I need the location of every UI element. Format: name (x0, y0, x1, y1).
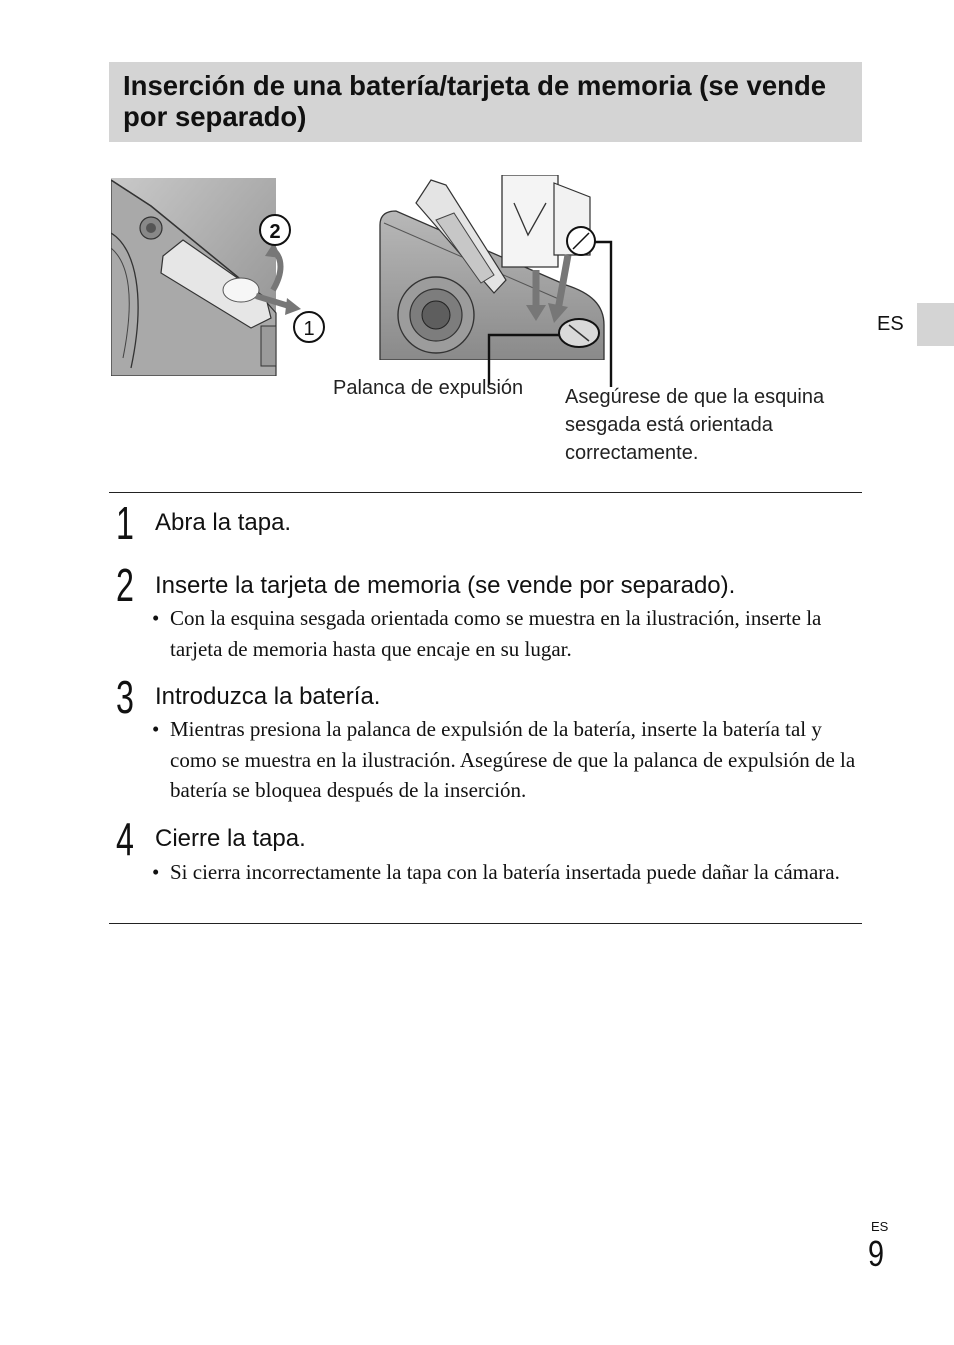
section-divider-bottom (109, 923, 862, 924)
step-number: 1 (116, 497, 134, 549)
callout-1: 1 (303, 318, 315, 340)
step-note-text: Mientras presiona la palanca de expulsión de la batería, inserte la batería tal y como se muestra en la ilustración. Asegúrese de que la palanca de expulsión de la batería se bloquea después de la inserción. (170, 717, 856, 802)
bullet-marker: • (152, 717, 160, 741)
step-heading: Introduzca la batería. (155, 683, 381, 710)
leader-lines (480, 240, 620, 390)
page-title: Inserción de una batería/tarjeta de memoria (se vende por separado) (123, 70, 827, 132)
corner-note-line: Asegúrese de que la esquina (565, 386, 825, 408)
step-note-text: Si cierra incorrectamente la tapa con la batería insertada puede dañar la cámara. (170, 860, 840, 884)
bullet-marker: • (152, 860, 160, 884)
step-heading: Inserte la tarjeta de memoria (se vende por separado). (155, 572, 736, 599)
step-note (152, 714, 864, 806)
corner-note-line: sesgada está orientada (565, 414, 773, 436)
step-note-text: Con la esquina sesgada orientada como se muestra en la ilustración, inserte la tarjeta de memoria hasta que encaje en su lugar. (170, 606, 822, 661)
section-divider-top (109, 492, 862, 493)
corner-note-caption (565, 383, 824, 467)
section-title-bar (109, 62, 862, 142)
step-number: 4 (116, 813, 134, 865)
step-note (152, 857, 864, 888)
bullet-marker: • (152, 606, 160, 630)
step-note (152, 603, 864, 664)
page-language: ES (871, 1219, 889, 1234)
callout-2: 2 (269, 221, 281, 243)
step-heading: Abra la tapa. (155, 509, 292, 536)
corner-note-line: correctamente. (565, 442, 699, 464)
step-heading: Cierre la tapa. (155, 825, 306, 852)
eject-lever-caption: Palanca de expulsión (333, 377, 524, 399)
cover-open-illustration (111, 178, 331, 376)
step-number: 3 (116, 671, 134, 723)
language-tab-label: ES (877, 313, 904, 335)
language-tab (917, 303, 954, 346)
step-number: 2 (116, 559, 134, 611)
page-number: 9 (868, 1233, 885, 1274)
